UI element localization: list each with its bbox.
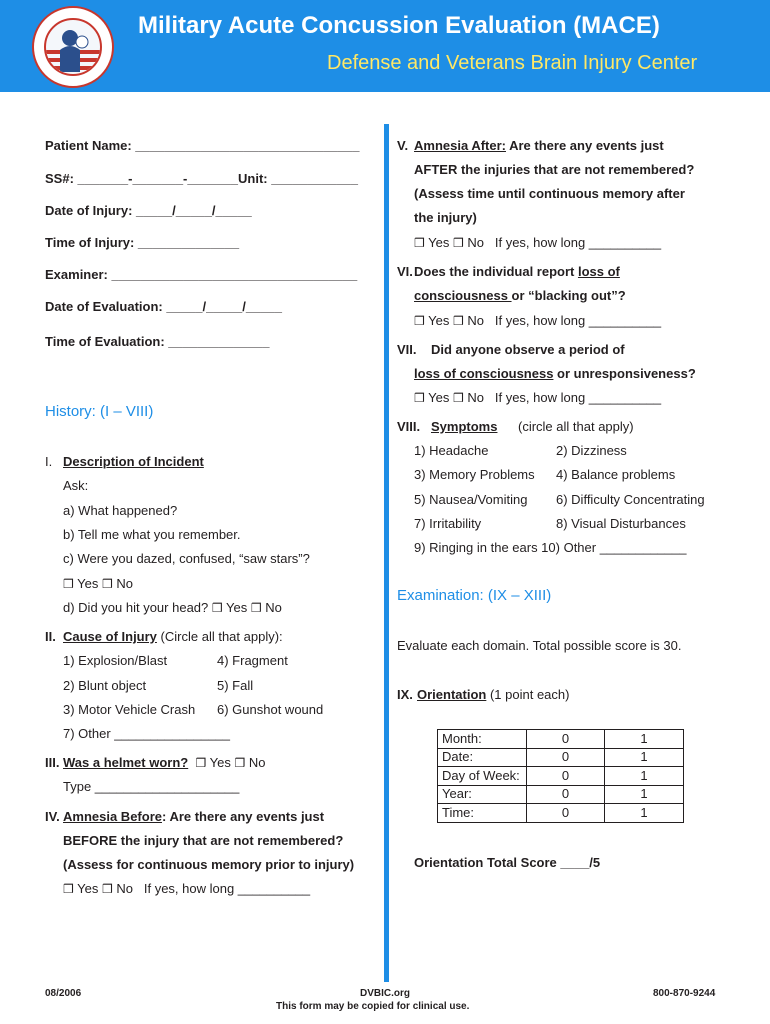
symptom-option[interactable]: 4) Balance problems bbox=[556, 467, 676, 482]
footer-phone: 800-870-9244 bbox=[653, 988, 716, 999]
no-label: No bbox=[467, 235, 485, 250]
dvbic-seal-logo bbox=[32, 6, 114, 88]
no-checkbox[interactable]: ❒ bbox=[234, 756, 246, 770]
yes-checkbox[interactable]: ❒ bbox=[414, 391, 425, 405]
examination-intro: Evaluate each domain. Total possible score is 30. bbox=[397, 638, 682, 653]
section-iv-title: Amnesia Before bbox=[63, 809, 162, 824]
question-a: a) What happened? bbox=[63, 503, 178, 518]
loss-of-consciousness-term: loss of consciousness bbox=[414, 366, 554, 381]
section-iv-answer bbox=[63, 881, 310, 897]
no-checkbox[interactable]: ❒ bbox=[453, 314, 464, 328]
date-of-injury-field[interactable]: Date of Injury: _____/_____/_____ bbox=[45, 203, 252, 218]
orientation-item-label: Month: bbox=[438, 730, 527, 749]
ask-label: Ask: bbox=[63, 478, 89, 493]
section-ix-number: IX. bbox=[397, 687, 413, 702]
score-one-option[interactable]: 1 bbox=[605, 767, 684, 786]
section-vi-answer bbox=[414, 313, 661, 329]
yes-label: Yes bbox=[77, 576, 99, 591]
symptom-option[interactable]: 8) Visual Disturbances bbox=[556, 516, 686, 531]
no-checkbox[interactable]: ❒ bbox=[102, 882, 113, 896]
column-divider bbox=[384, 124, 389, 982]
question-d bbox=[63, 600, 282, 616]
section-vii-question-line2 bbox=[414, 366, 696, 382]
footer-site: DVBIC.org bbox=[360, 988, 410, 999]
section-v-question-line2: AFTER the injuries that are not remembered? bbox=[414, 162, 695, 177]
yes-checkbox[interactable]: ❒ bbox=[414, 314, 425, 328]
section-ix-note: (1 point each) bbox=[489, 687, 570, 702]
time-of-injury-field[interactable]: Time of Injury: ______________ bbox=[45, 235, 240, 250]
how-long-field[interactable]: If yes, how long __________ bbox=[494, 313, 662, 328]
section-vi-question bbox=[414, 264, 620, 280]
section-vi-question-line2 bbox=[414, 288, 626, 304]
question-c: c) Were you dazed, confused, “saw stars”? bbox=[63, 551, 310, 566]
orientation-item-label: Date: bbox=[438, 748, 527, 767]
cause-option[interactable]: 2) Blunt object bbox=[63, 678, 147, 693]
section-vii-question-text: or unresponsiveness? bbox=[553, 366, 696, 381]
table-row bbox=[438, 748, 684, 767]
how-long-field[interactable]: If yes, how long __________ bbox=[494, 235, 662, 250]
orientation-item-label: Time: bbox=[438, 804, 527, 823]
section-ix-title: Orientation bbox=[417, 687, 487, 702]
section-vii-number: VII. bbox=[397, 342, 417, 357]
yes-label: Yes bbox=[428, 313, 450, 328]
section-iv-question-line2: BEFORE the injury that are not remembered? bbox=[63, 833, 344, 848]
section-iv-question: : Are there any events just bbox=[161, 809, 325, 824]
helmet-type-field[interactable]: Type ____________________ bbox=[63, 779, 240, 794]
question-d-text: d) Did you hit your head? bbox=[63, 600, 209, 615]
section-vi-question-text: or “blacking out”? bbox=[511, 288, 626, 303]
section-v-title: Amnesia After: bbox=[414, 138, 506, 153]
form-title: Military Acute Concussion Evaluation (MACE) bbox=[138, 12, 660, 39]
section-viii-title: Symptoms bbox=[431, 419, 498, 434]
header-banner bbox=[0, 0, 770, 92]
section-iii-number: III. bbox=[45, 755, 60, 770]
table-row bbox=[438, 730, 684, 749]
table-row bbox=[438, 785, 684, 804]
no-label: No bbox=[116, 576, 134, 591]
yes-label: Yes bbox=[428, 235, 450, 250]
no-label: No bbox=[116, 881, 134, 896]
no-label: No bbox=[467, 390, 485, 405]
section-v-question-line4: the injury) bbox=[414, 210, 477, 225]
section-v-question-line3: (Assess time until continuous memory after bbox=[414, 186, 685, 201]
yes-checkbox[interactable]: ❒ bbox=[63, 577, 74, 591]
cause-option-other[interactable]: 7) Other ________________ bbox=[63, 726, 230, 741]
orientation-table bbox=[437, 729, 684, 823]
section-iv-question-line3: (Assess for continuous memory prior to injury) bbox=[63, 857, 355, 872]
score-zero-option[interactable]: 0 bbox=[527, 748, 605, 767]
section-ii-note: (Circle all that apply): bbox=[160, 629, 283, 644]
orientation-item-label: Day of Week: bbox=[438, 767, 527, 786]
examiner-field[interactable]: Examiner: __________________________________ bbox=[45, 267, 358, 282]
symptom-option[interactable]: 3) Memory Problems bbox=[414, 467, 535, 482]
no-label: No bbox=[248, 755, 266, 770]
how-long-field[interactable]: If yes, how long __________ bbox=[143, 881, 311, 896]
yes-checkbox[interactable]: ❒ bbox=[195, 756, 207, 770]
table-row bbox=[438, 767, 684, 786]
loss-of-consciousness-term: loss of bbox=[577, 264, 620, 279]
section-iii-heading bbox=[63, 755, 265, 771]
orientation-item-label: Year: bbox=[438, 785, 527, 804]
section-v-answer bbox=[414, 235, 661, 251]
no-checkbox[interactable]: ❒ bbox=[453, 391, 464, 405]
yes-label: Yes bbox=[428, 390, 450, 405]
score-zero-option[interactable]: 0 bbox=[527, 785, 605, 804]
symptom-option[interactable]: 1) Headache bbox=[414, 443, 489, 458]
section-ii-title: Cause of Injury bbox=[63, 629, 157, 644]
section-i-title: Description of Incident bbox=[63, 454, 204, 469]
symptom-option[interactable]: 6) Difficulty Concentrating bbox=[556, 492, 705, 507]
cause-option[interactable]: 3) Motor Vehicle Crash bbox=[63, 702, 196, 717]
question-b: b) Tell me what you remember. bbox=[63, 527, 241, 542]
footer-note: This form may be copied for clinical use. bbox=[276, 1001, 470, 1012]
question-c-answer bbox=[63, 576, 133, 592]
table-row bbox=[438, 804, 684, 823]
section-ix-heading bbox=[417, 687, 569, 703]
score-one-option[interactable]: 1 bbox=[605, 730, 684, 749]
no-label: No bbox=[265, 600, 282, 615]
score-zero-option[interactable]: 0 bbox=[527, 730, 605, 749]
no-checkbox[interactable]: ❒ bbox=[250, 601, 262, 615]
section-ii-heading bbox=[63, 629, 283, 645]
yes-checkbox[interactable]: ❒ bbox=[63, 882, 74, 896]
score-zero-option[interactable]: 0 bbox=[527, 767, 605, 786]
date-of-evaluation-field[interactable]: Date of Evaluation: _____/_____/_____ bbox=[45, 299, 283, 314]
section-iv-number: IV. bbox=[45, 809, 60, 824]
patient-name-field[interactable]: Patient Name: _______________________________ bbox=[45, 138, 360, 153]
section-vi-question-text: Does the individual report bbox=[414, 264, 578, 279]
section-viii-note: (circle all that apply) bbox=[518, 419, 634, 434]
cause-option[interactable]: 6) Gunshot wound bbox=[217, 702, 324, 717]
section-iii-title: Was a helmet worn? bbox=[63, 755, 189, 770]
examination-heading: Examination: (IX – XIII) bbox=[397, 587, 552, 604]
footer-date: 08/2006 bbox=[45, 988, 82, 999]
score-zero-option[interactable]: 0 bbox=[527, 804, 605, 823]
section-v-number: V. bbox=[397, 138, 409, 153]
section-v-heading bbox=[414, 138, 664, 154]
section-vii-question: Did anyone observe a period of bbox=[431, 342, 625, 357]
score-one-option[interactable]: 1 bbox=[605, 748, 684, 767]
section-ii-number: II. bbox=[45, 629, 56, 644]
yes-label: Yes bbox=[226, 600, 248, 615]
orientation-total-score-field[interactable]: Orientation Total Score ____/5 bbox=[414, 855, 601, 870]
section-iv-heading bbox=[63, 809, 324, 825]
yes-label: Yes bbox=[77, 881, 99, 896]
symptom-option[interactable]: 7) Irritability bbox=[414, 516, 482, 531]
section-vi-number: VI. bbox=[397, 264, 413, 279]
symptom-option[interactable]: 2) Dizziness bbox=[556, 443, 627, 458]
cause-option[interactable]: 1) Explosion/Blast bbox=[63, 653, 168, 668]
history-heading: History: (I – VIII) bbox=[45, 403, 154, 420]
section-i-number: I. bbox=[45, 454, 53, 469]
score-one-option[interactable]: 1 bbox=[605, 804, 684, 823]
time-of-evaluation-field[interactable]: Time of Evaluation: ______________ bbox=[45, 334, 270, 349]
cause-option[interactable]: 5) Fall bbox=[217, 678, 254, 693]
yes-checkbox[interactable]: ❒ bbox=[414, 236, 425, 250]
section-vii-answer bbox=[414, 390, 661, 406]
ss-unit-field[interactable]: SS#: _______-_______-_______Unit: ____________ bbox=[45, 171, 358, 186]
no-checkbox[interactable]: ❒ bbox=[102, 577, 113, 591]
no-label: No bbox=[467, 313, 485, 328]
section-v-question: Are there any events just bbox=[505, 138, 664, 153]
form-subtitle: Defense and Veterans Brain Injury Center bbox=[327, 52, 698, 74]
loss-of-consciousness-term: consciousness bbox=[414, 288, 512, 303]
yes-checkbox[interactable]: ❒ bbox=[211, 601, 223, 615]
how-long-field[interactable]: If yes, how long __________ bbox=[494, 390, 662, 405]
score-one-option[interactable]: 1 bbox=[605, 785, 684, 804]
symptom-option[interactable]: 5) Nausea/Vomiting bbox=[414, 492, 528, 507]
no-checkbox[interactable]: ❒ bbox=[453, 236, 464, 250]
symptom-option-other[interactable]: 9) Ringing in the ears 10) Other ____________ bbox=[414, 540, 687, 555]
section-viii-number: VIII. bbox=[397, 419, 421, 434]
yes-label: Yes bbox=[209, 755, 231, 770]
cause-option[interactable]: 4) Fragment bbox=[217, 653, 288, 668]
